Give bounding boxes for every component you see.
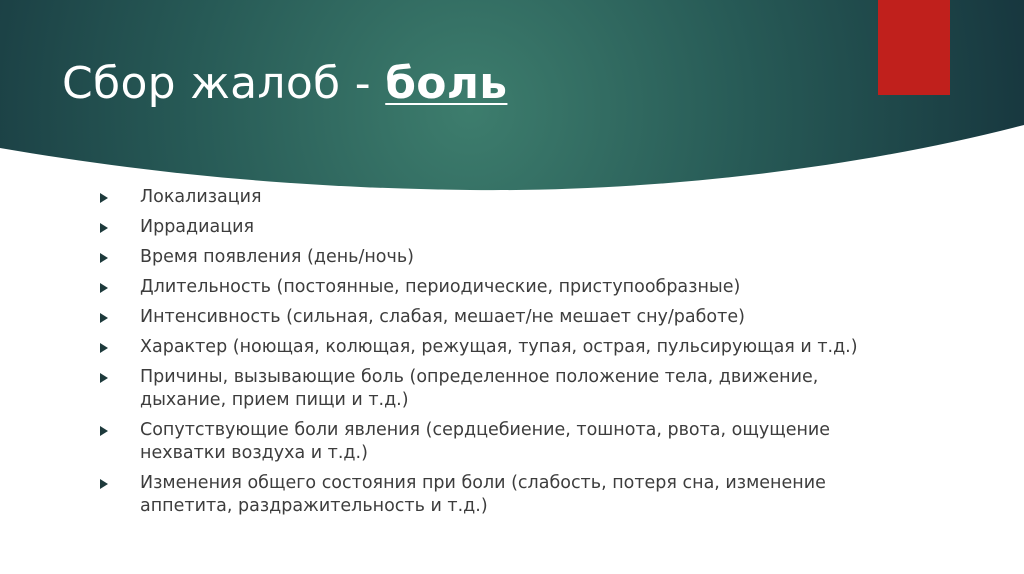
bullet-item-intensity [100,306,860,329]
title-prefix: Сбор жалоб - [62,58,386,109]
bullet-list [100,186,860,525]
bullet-item-localization [100,186,860,209]
title-emphasis: боль [385,58,508,109]
bullet-text: Интенсивность (сильная, слабая, мешает/не мешает сну/работе) [140,307,745,327]
bullet-item-general-state [100,472,860,518]
triangle-right-icon [100,343,108,353]
bullet-item-character [100,336,860,359]
slide-title [62,56,507,112]
triangle-right-icon [100,426,108,436]
triangle-right-icon [100,193,108,203]
bullet-item-duration [100,276,860,299]
bullet-text: Локализация [140,187,262,207]
bullet-text: Иррадиация [140,217,255,237]
triangle-right-icon [100,253,108,263]
bullet-text: Изменения общего состояния при боли (слабость, потеря сна, изменение аппетита, раздражительность и т.д.) [140,473,826,516]
bullet-text: Причины, вызывающие боль (определенное положение тела, движение, дыхание, прием пищи и т.д.) [140,367,819,410]
triangle-right-icon [100,283,108,293]
bullet-text: Сопутствующие боли явления (сердцебиение, тошнота, рвота, ощущение нехватки воздуха и т.д.) [140,420,831,463]
bullet-text: Длительность (постоянные, периодические, приступообразные) [140,277,741,297]
bullet-item-accompanying [100,419,860,465]
triangle-right-icon [100,373,108,383]
bullet-item-causes [100,366,860,412]
bullet-item-onset-time [100,246,860,269]
accent-bar [878,0,950,95]
bullet-item-irradiation [100,216,860,239]
bullet-text: Характер (ноющая, колющая, режущая, тупая, острая, пульсирующая и т.д.) [140,337,858,357]
bullet-text: Время появления (день/ночь) [140,247,414,267]
triangle-right-icon [100,313,108,323]
triangle-right-icon [100,223,108,233]
triangle-right-icon [100,479,108,489]
